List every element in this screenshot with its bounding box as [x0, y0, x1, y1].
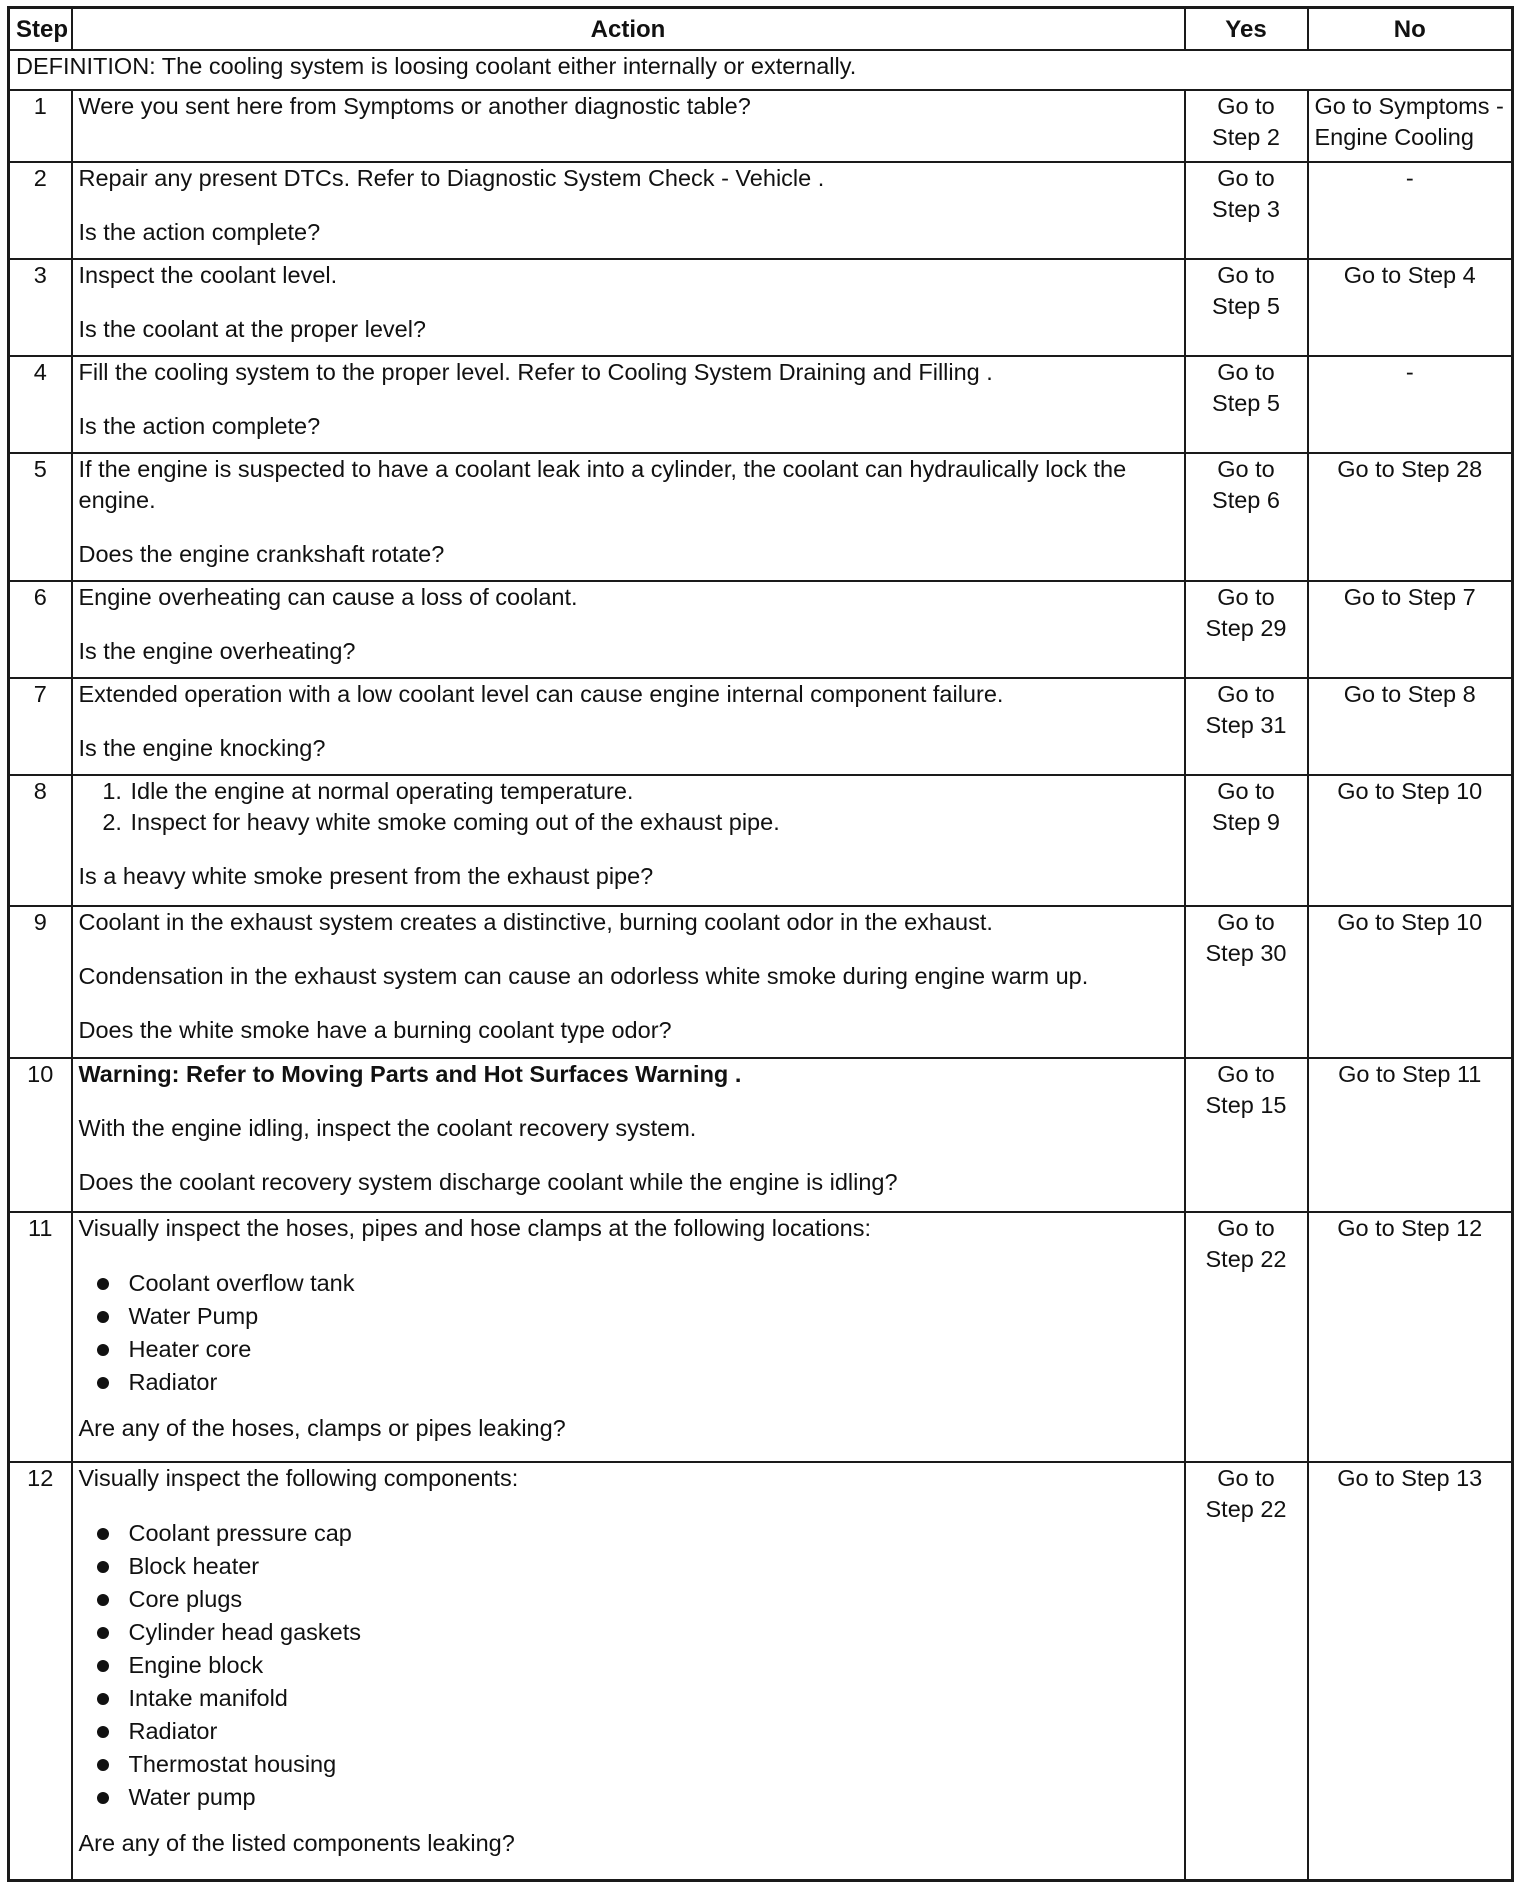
no-cell: -: [1308, 356, 1513, 453]
bullet-icon: [97, 1344, 109, 1356]
action-cell: [72, 259, 1185, 356]
table-row: [9, 1462, 1513, 1880]
definition-text: DEFINITION: The cooling system is loosing coolant either internally or externally.: [9, 50, 1513, 90]
bullet-icon: [97, 1759, 109, 1771]
bullet-list: [79, 1517, 1178, 1814]
bullet-icon: [97, 1660, 109, 1672]
yes-cell: Go to Step 22: [1185, 1462, 1308, 1880]
no-cell: Go to Step 7: [1308, 581, 1513, 678]
step-number: 11: [9, 1212, 72, 1462]
step-number: 9: [9, 906, 72, 1058]
list-item: Heater core: [79, 1333, 1178, 1366]
action-text: If the engine is suspected to have a coolant leak into a cylinder, the coolant can hydraulically lock the engine.: [78, 456, 1127, 513]
numbered-list: [79, 776, 1178, 838]
step-number: 4: [9, 356, 72, 453]
header-no: No: [1308, 8, 1513, 51]
yes-cell: Go to Step 30: [1185, 906, 1308, 1058]
bullet-icon: [97, 1693, 109, 1705]
bullet-icon: [97, 1792, 109, 1804]
table-row: [9, 90, 1513, 162]
no-cell: -: [1308, 162, 1513, 259]
action-text: Fill the cooling system to the proper level. Refer to Cooling System Draining and Filling .: [78, 359, 993, 385]
header-step: Step: [9, 8, 72, 51]
bullet-list: [79, 1267, 1178, 1399]
table-row: [9, 775, 1513, 906]
list-item: 2. Inspect for heavy white smoke coming out of the exhaust pipe.: [129, 807, 1178, 838]
action-text: Visually inspect the following components:: [78, 1465, 519, 1491]
warning-text: Warning: Refer to Moving Parts and Hot Surfaces Warning .: [78, 1061, 742, 1087]
bullet-icon: [97, 1594, 109, 1606]
list-item: Water pump: [79, 1781, 1178, 1814]
bullet-icon: [97, 1311, 109, 1323]
question-text: Are any of the hoses, clamps or pipes leaking?: [78, 1415, 566, 1441]
action-text: Engine overheating can cause a loss of coolant.: [78, 584, 578, 610]
no-cell: Go to Step 8: [1308, 678, 1513, 775]
list-item: Engine block: [79, 1649, 1178, 1682]
bullet-icon: [97, 1627, 109, 1639]
no-cell: Go to Symptoms - Engine Cooling: [1308, 90, 1513, 162]
table-row: [9, 906, 1513, 1058]
list-item: Coolant pressure cap: [79, 1517, 1178, 1550]
yes-cell: Go to Step 3: [1185, 162, 1308, 259]
action-cell: [72, 906, 1185, 1058]
header-action: Action: [72, 8, 1185, 51]
question-text: Is the action complete?: [78, 413, 321, 439]
list-item: Radiator: [79, 1715, 1178, 1748]
action-cell: [72, 581, 1185, 678]
action-text: With the engine idling, inspect the coolant recovery system.: [78, 1115, 697, 1141]
list-item: Thermostat housing: [79, 1748, 1178, 1781]
bullet-icon: [97, 1528, 109, 1540]
table-row: [9, 453, 1513, 581]
action-text: Condensation in the exhaust system can cause an odorless white smoke during engine warm up.: [78, 963, 1089, 989]
action-cell: [72, 1212, 1185, 1462]
action-cell: [72, 356, 1185, 453]
diagnostic-table: [7, 6, 1514, 1882]
no-cell: Go to Step 12: [1308, 1212, 1513, 1462]
question-text: Is the action complete?: [78, 219, 321, 245]
table-row: [9, 678, 1513, 775]
list-item: Core plugs: [79, 1583, 1178, 1616]
action-text: Repair any present DTCs. Refer to Diagnostic System Check - Vehicle .: [78, 165, 825, 191]
action-cell: [72, 1058, 1185, 1212]
action-cell: [72, 678, 1185, 775]
action-text: Coolant in the exhaust system creates a distinctive, burning coolant odor in the exhaust.: [78, 909, 993, 935]
yes-cell: Go to Step 31: [1185, 678, 1308, 775]
action-text: Were you sent here from Symptoms or another diagnostic table?: [78, 93, 751, 119]
header-row: [9, 8, 1513, 51]
action-cell: [72, 90, 1185, 162]
step-number: 5: [9, 453, 72, 581]
table-row: [9, 1212, 1513, 1462]
step-number: 2: [9, 162, 72, 259]
action-cell: [72, 453, 1185, 581]
list-item: 1. Idle the engine at normal operating temperature.: [129, 776, 1178, 807]
question-text: Does the coolant recovery system discharge coolant while the engine is idling?: [78, 1169, 898, 1195]
no-cell: Go to Step 28: [1308, 453, 1513, 581]
table-row: [9, 162, 1513, 259]
list-item: Water Pump: [79, 1300, 1178, 1333]
step-number: 6: [9, 581, 72, 678]
yes-cell: Go to Step 22: [1185, 1212, 1308, 1462]
yes-cell: Go to Step 2: [1185, 90, 1308, 162]
action-text: Inspect the coolant level.: [78, 262, 338, 288]
no-cell: Go to Step 10: [1308, 775, 1513, 906]
bullet-icon: [97, 1278, 109, 1290]
step-number: 8: [9, 775, 72, 906]
yes-cell: Go to Step 9: [1185, 775, 1308, 906]
step-number: 12: [9, 1462, 72, 1880]
yes-cell: Go to Step 15: [1185, 1058, 1308, 1212]
table-row: [9, 259, 1513, 356]
step-number: 7: [9, 678, 72, 775]
bullet-icon: [97, 1561, 109, 1573]
yes-cell: Go to Step 5: [1185, 259, 1308, 356]
no-cell: Go to Step 10: [1308, 906, 1513, 1058]
bullet-icon: [97, 1726, 109, 1738]
yes-cell: Go to Step 6: [1185, 453, 1308, 581]
step-number: 10: [9, 1058, 72, 1212]
list-item: Intake manifold: [79, 1682, 1178, 1715]
no-cell: Go to Step 11: [1308, 1058, 1513, 1212]
list-item: Radiator: [79, 1366, 1178, 1399]
header-yes: Yes: [1185, 8, 1308, 51]
step-number: 1: [9, 90, 72, 162]
question-text: Is the engine knocking?: [78, 735, 326, 761]
table-row: [9, 1058, 1513, 1212]
question-text: Is the coolant at the proper level?: [78, 316, 426, 342]
definition-row: [9, 50, 1513, 90]
yes-cell: Go to Step 29: [1185, 581, 1308, 678]
no-cell: Go to Step 13: [1308, 1462, 1513, 1880]
action-cell: [72, 775, 1185, 906]
table-row: [9, 581, 1513, 678]
table-row: [9, 356, 1513, 453]
list-item: Cylinder head gaskets: [79, 1616, 1178, 1649]
action-text: Extended operation with a low coolant level can cause engine internal component failure.: [78, 681, 1004, 707]
action-cell: [72, 1462, 1185, 1880]
yes-cell: Go to Step 5: [1185, 356, 1308, 453]
question-text: Is a heavy white smoke present from the exhaust pipe?: [78, 863, 654, 889]
step-number: 3: [9, 259, 72, 356]
list-item: Coolant overflow tank: [79, 1267, 1178, 1300]
question-text: Does the white smoke have a burning coolant type odor?: [78, 1017, 672, 1043]
bullet-icon: [97, 1377, 109, 1389]
no-cell: Go to Step 4: [1308, 259, 1513, 356]
question-text: Are any of the listed components leaking?: [78, 1830, 515, 1856]
question-text: Is the engine overheating?: [78, 638, 356, 664]
action-text: Visually inspect the hoses, pipes and hose clamps at the following locations:: [78, 1215, 872, 1241]
list-item: Block heater: [79, 1550, 1178, 1583]
question-text: Does the engine crankshaft rotate?: [78, 541, 445, 567]
action-cell: [72, 162, 1185, 259]
